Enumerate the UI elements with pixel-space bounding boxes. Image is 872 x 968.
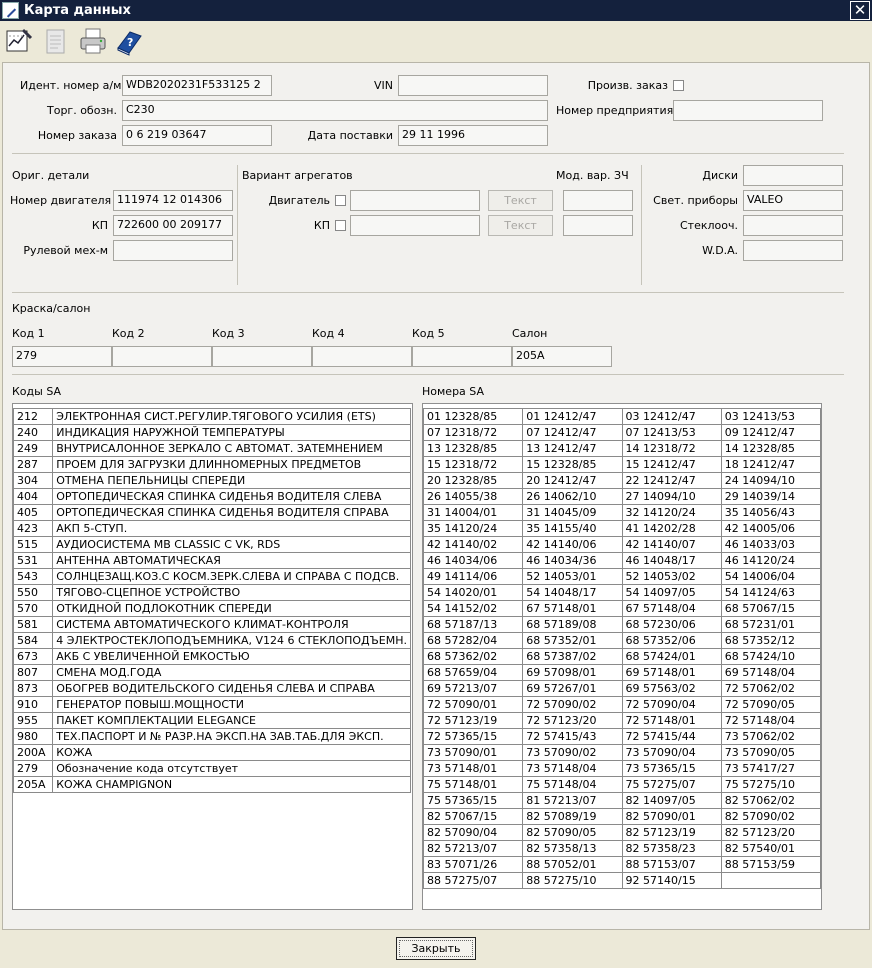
document-icon[interactable] xyxy=(40,26,70,56)
sa-description-cell: АУДИОСИСТЕМА MB CLASSIC C VK, RDS xyxy=(53,537,411,553)
table-row[interactable] xyxy=(14,633,411,649)
production-order-checkbox[interactable] xyxy=(673,80,684,91)
sa-description-cell: ОТМЕНА ПЕПЕЛЬНИЦЫ СПЕРЕДИ xyxy=(53,473,411,489)
table-row[interactable] xyxy=(424,489,821,505)
sa-code-cell: 405 xyxy=(14,505,53,521)
sa-number-cell: 68 57659/04 xyxy=(424,665,523,681)
sa-number-cell: 72 57123/19 xyxy=(424,713,523,729)
sa-number-cell: 88 57275/10 xyxy=(523,873,622,889)
kp-mod-field[interactable] xyxy=(563,215,633,236)
order-number-label: Номер заказа xyxy=(37,129,117,142)
code3-label: Код 3 xyxy=(212,327,245,340)
table-row[interactable] xyxy=(14,665,411,681)
sa-number-cell: 35 14056/43 xyxy=(721,505,820,521)
sa-number-cell: 32 14120/24 xyxy=(622,505,721,521)
sa-number-cell: 54 14124/63 xyxy=(721,585,820,601)
sa-code-cell: 212 xyxy=(14,409,53,425)
table-row[interactable] xyxy=(424,841,821,857)
sa-description-cell: ПРОЕМ ДЛЯ ЗАГРУЗКИ ДЛИННОМЕРНЫХ ПРЕДМЕТОВ xyxy=(53,457,411,473)
sa-code-cell: 955 xyxy=(14,713,53,729)
sa-number-cell: 42 14005/06 xyxy=(721,521,820,537)
table-row[interactable] xyxy=(14,761,411,777)
sa-number-cell: 72 57062/02 xyxy=(721,681,820,697)
sa-number-cell: 68 57352/12 xyxy=(721,633,820,649)
sa-code-cell: 807 xyxy=(14,665,53,681)
close-button[interactable]: Закрыть xyxy=(396,937,476,960)
sa-number-cell: 15 12412/47 xyxy=(622,457,721,473)
sa-number-cell: 72 57123/20 xyxy=(523,713,622,729)
sa-number-cell: 72 57090/01 xyxy=(424,697,523,713)
code3-field[interactable] xyxy=(212,346,312,367)
mod-variant-title: Мод. вар. ЗЧ xyxy=(556,169,629,182)
paint-title: Краска/салон xyxy=(12,302,91,315)
app-icon xyxy=(2,2,19,19)
sa-number-cell: 92 57140/15 xyxy=(622,873,721,889)
sa-description-cell: КОЖА CHAMPIGNON xyxy=(53,777,411,793)
sa-number-cell: 81 57213/07 xyxy=(523,793,622,809)
sa-number-cell: 54 14097/05 xyxy=(622,585,721,601)
sa-code-cell: 304 xyxy=(14,473,53,489)
sa-numbers-title: Номера SA xyxy=(422,385,484,398)
sa-code-cell: 980 xyxy=(14,729,53,745)
sa-number-cell: 88 57153/07 xyxy=(622,857,721,873)
sa-description-cell: ОТКИДНОЙ ПОДЛОКОТНИК СПЕРЕДИ xyxy=(53,601,411,617)
sa-description-cell: ИНДИКАЦИЯ НАРУЖНОЙ ТЕМПЕРАТУРЫ xyxy=(53,425,411,441)
sa-number-cell: 27 14094/10 xyxy=(622,489,721,505)
sa-number-cell: 69 57213/07 xyxy=(424,681,523,697)
sa-description-cell: ОРТОПЕДИЧЕСКАЯ СПИНКА СИДЕНЬЯ ВОДИТЕЛЯ СПРАВА xyxy=(53,505,411,521)
sa-codes-list[interactable] xyxy=(12,403,413,910)
sa-number-cell: 35 14120/24 xyxy=(424,521,523,537)
sa-number-cell: 83 57071/26 xyxy=(424,857,523,873)
table-row[interactable] xyxy=(14,489,411,505)
sa-code-cell: 570 xyxy=(14,601,53,617)
enterprise-label: Номер предприятия xyxy=(556,104,674,117)
sa-number-cell: 68 57231/01 xyxy=(721,617,820,633)
kp-text-button[interactable]: Текст xyxy=(488,215,553,236)
table-row[interactable] xyxy=(424,409,821,425)
table-row[interactable] xyxy=(424,825,821,841)
sa-number-cell: 72 57090/04 xyxy=(622,697,721,713)
toolbar xyxy=(0,22,872,60)
sa-number-cell: 72 57415/43 xyxy=(523,729,622,745)
sa-number-cell: 14 12328/85 xyxy=(721,441,820,457)
separator xyxy=(12,292,844,293)
table-row[interactable] xyxy=(14,585,411,601)
sa-number-cell: 82 57090/02 xyxy=(721,809,820,825)
vin-field[interactable] xyxy=(398,75,548,96)
engine-number-label: Номер двигателя xyxy=(10,194,112,207)
sa-codes-table xyxy=(13,408,411,793)
sa-code-cell: 287 xyxy=(14,457,53,473)
table-row[interactable] xyxy=(14,745,411,761)
table-row[interactable] xyxy=(14,681,411,697)
sa-number-cell: 68 57352/01 xyxy=(523,633,622,649)
ident-field[interactable]: WDB2020231F533125 2 xyxy=(122,75,272,96)
sa-number-cell: 68 57067/15 xyxy=(721,601,820,617)
sa-code-cell: 240 xyxy=(14,425,53,441)
sa-number-cell: 82 57089/19 xyxy=(523,809,622,825)
sa-number-cell: 82 57540/01 xyxy=(721,841,820,857)
sa-number-cell: 67 57148/04 xyxy=(622,601,721,617)
order-number-field[interactable]: 0 6 219 03647 xyxy=(122,125,272,146)
sa-number-cell: 82 57123/20 xyxy=(721,825,820,841)
table-row[interactable] xyxy=(424,617,821,633)
variant-engine-field[interactable] xyxy=(350,190,480,211)
sa-number-cell: 75 57365/15 xyxy=(424,793,523,809)
table-row[interactable] xyxy=(14,777,411,793)
table-row[interactable] xyxy=(14,697,411,713)
sa-number-cell: 82 57062/02 xyxy=(721,793,820,809)
sa-number-cell: 82 57358/13 xyxy=(523,841,622,857)
variant-kp-checkbox[interactable] xyxy=(335,220,346,231)
sa-code-cell: 279 xyxy=(14,761,53,777)
vin-label: VIN xyxy=(374,79,393,92)
title-bar xyxy=(0,0,872,21)
table-row[interactable] xyxy=(424,521,821,537)
table-row[interactable] xyxy=(424,857,821,873)
sa-number-cell: 54 14152/02 xyxy=(424,601,523,617)
table-row[interactable] xyxy=(424,745,821,761)
kp-label: КП xyxy=(91,219,108,232)
variant-kp-field[interactable] xyxy=(350,215,480,236)
sa-number-cell: 46 14034/36 xyxy=(523,553,622,569)
sa-number-cell: 52 14053/02 xyxy=(622,569,721,585)
wiper-field[interactable] xyxy=(743,215,843,236)
sa-number-cell: 72 57148/04 xyxy=(721,713,820,729)
sa-number-cell: 68 57282/04 xyxy=(424,633,523,649)
wiper-label: Стеклооч. xyxy=(680,219,738,232)
table-row[interactable] xyxy=(424,665,821,681)
sa-description-cell: ГЕНЕРАТОР ПОВЫШ.МОЩНОСТИ xyxy=(53,697,411,713)
disks-field[interactable] xyxy=(743,165,843,186)
sa-description-cell: ЭЛЕКТРОННАЯ СИСТ.РЕГУЛИР.ТЯГОВОГО УСИЛИЯ (ETS) xyxy=(53,409,411,425)
sa-number-cell: 67 57148/01 xyxy=(523,601,622,617)
trade-field[interactable]: C230 xyxy=(122,100,548,121)
sa-number-cell: 31 14004/01 xyxy=(424,505,523,521)
sa-number-cell: 69 57267/01 xyxy=(523,681,622,697)
sa-number-cell: 75 57148/01 xyxy=(424,777,523,793)
sa-code-cell: 550 xyxy=(14,585,53,601)
sa-number-cell: 35 14155/40 xyxy=(523,521,622,537)
sa-number-cell: 13 12412/47 xyxy=(523,441,622,457)
sa-number-cell: 82 57123/19 xyxy=(622,825,721,841)
sa-numbers-list[interactable] xyxy=(422,403,822,910)
sa-number-cell: 68 57424/01 xyxy=(622,649,721,665)
separator xyxy=(237,165,238,285)
unit-variant-title: Вариант агрегатов xyxy=(242,169,353,182)
sa-number-cell: 82 57213/07 xyxy=(424,841,523,857)
sa-description-cell: СМЕНА МОД.ГОДА xyxy=(53,665,411,681)
sa-number-cell: 69 57148/04 xyxy=(721,665,820,681)
sa-code-cell: 584 xyxy=(14,633,53,649)
table-row[interactable] xyxy=(424,569,821,585)
chart-edit-icon[interactable] xyxy=(4,26,34,56)
code1-field[interactable]: 279 xyxy=(12,346,112,367)
sa-description-cell: СОЛНЦЕЗАЩ.КОЗ.С КОСМ.ЗЕРК.СЛЕВА И СПРАВА С ПОДСВ. xyxy=(53,569,411,585)
code4-label: Код 4 xyxy=(312,327,345,340)
ident-label: Идент. номер а/м xyxy=(20,79,122,92)
sa-code-cell: 515 xyxy=(14,537,53,553)
sa-number-cell: 68 57362/02 xyxy=(424,649,523,665)
table-row[interactable] xyxy=(14,521,411,537)
table-row[interactable] xyxy=(14,569,411,585)
sa-number-cell: 73 57417/27 xyxy=(721,761,820,777)
sa-number-cell: 07 12412/47 xyxy=(523,425,622,441)
table-row[interactable] xyxy=(14,537,411,553)
sa-number-cell: 75 57275/10 xyxy=(721,777,820,793)
sa-number-cell: 46 14033/03 xyxy=(721,537,820,553)
table-row[interactable] xyxy=(424,649,821,665)
variant-engine-checkbox[interactable] xyxy=(335,195,346,206)
delivery-date-field[interactable]: 29 11 1996 xyxy=(398,125,548,146)
engine-mod-field[interactable] xyxy=(563,190,633,211)
sa-number-cell: 09 12412/47 xyxy=(721,425,820,441)
table-row[interactable] xyxy=(424,505,821,521)
sa-number-cell: 82 57090/01 xyxy=(622,809,721,825)
table-row[interactable] xyxy=(424,761,821,777)
sa-number-cell: 49 14114/06 xyxy=(424,569,523,585)
sa-number-cell: 73 57090/02 xyxy=(523,745,622,761)
table-row[interactable] xyxy=(14,649,411,665)
sa-number-cell: 46 14048/17 xyxy=(622,553,721,569)
sa-number-cell xyxy=(721,873,820,889)
svg-text:?: ? xyxy=(127,36,134,49)
kp-field[interactable]: 722600 00 209177 xyxy=(113,215,233,236)
sa-number-cell: 73 57090/01 xyxy=(424,745,523,761)
sa-number-cell: 68 57424/10 xyxy=(721,649,820,665)
sa-description-cell: ОРТОПЕДИЧЕСКАЯ СПИНКА СИДЕНЬЯ ВОДИТЕЛЯ СЛЕВА xyxy=(53,489,411,505)
sa-number-cell: 68 57387/02 xyxy=(523,649,622,665)
sa-number-cell: 73 57365/15 xyxy=(622,761,721,777)
sa-code-cell: 205A xyxy=(14,777,53,793)
code1-label: Код 1 xyxy=(12,327,45,340)
printer-icon[interactable] xyxy=(78,26,108,56)
steering-field[interactable] xyxy=(113,240,233,261)
sa-number-cell: 03 12412/47 xyxy=(622,409,721,425)
trade-label: Торг. обозн. xyxy=(47,104,117,117)
sa-number-cell: 72 57090/02 xyxy=(523,697,622,713)
sa-number-cell: 52 14053/01 xyxy=(523,569,622,585)
orig-parts-title: Ориг. детали xyxy=(12,169,90,182)
table-row[interactable] xyxy=(424,457,821,473)
sa-description-cell: 4 ЭЛЕКТРОСТЕКЛОПОДЪЕМНИКА, V124 6 СТЕКЛОПОДЪЕМН. xyxy=(53,633,411,649)
sa-number-cell: 68 57187/13 xyxy=(424,617,523,633)
sa-number-cell: 29 14039/14 xyxy=(721,489,820,505)
sa-code-cell: 581 xyxy=(14,617,53,633)
sa-description-cell: АКП 5-СТУП. xyxy=(53,521,411,537)
sa-number-cell: 82 57358/23 xyxy=(622,841,721,857)
sa-number-cell: 88 57275/07 xyxy=(424,873,523,889)
sa-number-cell: 73 57090/05 xyxy=(721,745,820,761)
sa-number-cell: 03 12413/53 xyxy=(721,409,820,425)
table-row[interactable] xyxy=(424,425,821,441)
sa-number-cell: 01 12328/85 xyxy=(424,409,523,425)
sa-number-cell: 73 57148/01 xyxy=(424,761,523,777)
sa-number-cell: 54 14048/17 xyxy=(523,585,622,601)
table-row[interactable] xyxy=(14,729,411,745)
sa-number-cell: 18 12412/47 xyxy=(721,457,820,473)
sa-number-cell: 68 57230/06 xyxy=(622,617,721,633)
table-row[interactable] xyxy=(424,873,821,889)
sa-description-cell: ВНУТРИСАЛОННОЕ ЗЕРКАЛО С АВТОМАТ. ЗАТЕМНЕНИЕМ xyxy=(53,441,411,457)
lights-field[interactable]: VALEO xyxy=(743,190,843,211)
engine-number-field[interactable]: 111974 12 014306 xyxy=(113,190,233,211)
sa-number-cell: 14 12318/72 xyxy=(622,441,721,457)
sa-number-cell: 41 14202/28 xyxy=(622,521,721,537)
table-row[interactable] xyxy=(14,473,411,489)
sa-number-cell: 20 12328/85 xyxy=(424,473,523,489)
sa-number-cell: 72 57415/44 xyxy=(622,729,721,745)
table-row[interactable] xyxy=(424,553,821,569)
sa-number-cell: 88 57153/59 xyxy=(721,857,820,873)
wda-field[interactable] xyxy=(743,240,843,261)
sa-number-cell: 54 14006/04 xyxy=(721,569,820,585)
sa-code-cell: 910 xyxy=(14,697,53,713)
sa-number-cell: 15 12328/85 xyxy=(523,457,622,473)
code2-label: Код 2 xyxy=(112,327,145,340)
table-row[interactable] xyxy=(14,617,411,633)
sa-number-cell: 22 12412/47 xyxy=(622,473,721,489)
sa-number-cell: 73 57062/02 xyxy=(721,729,820,745)
sa-description-cell: ОБОГРЕВ ВОДИТЕЛЬСКОГО СИДЕНЬЯ СЛЕВА И СПРАВА xyxy=(53,681,411,697)
table-row[interactable] xyxy=(424,681,821,697)
sa-description-cell: АНТЕННА АВТОМАТИЧЕСКАЯ xyxy=(53,553,411,569)
table-row[interactable] xyxy=(424,697,821,713)
sa-code-cell: 873 xyxy=(14,681,53,697)
sa-number-cell: 46 14034/06 xyxy=(424,553,523,569)
table-row[interactable] xyxy=(424,793,821,809)
delivery-date-label: Дата поставки xyxy=(307,129,393,142)
table-row[interactable] xyxy=(424,777,821,793)
table-row[interactable] xyxy=(14,553,411,569)
sa-number-cell: 72 57090/05 xyxy=(721,697,820,713)
table-row[interactable] xyxy=(424,441,821,457)
sa-description-cell: ТЯГОВО-СЦЕПНОЕ УСТРОЙСТВО xyxy=(53,585,411,601)
sa-number-cell: 07 12413/53 xyxy=(622,425,721,441)
sa-description-cell: СИСТЕМА АВТОМАТИЧЕСКОГО КЛИМАТ-КОНТРОЛЯ xyxy=(53,617,411,633)
sa-code-cell: 531 xyxy=(14,553,53,569)
table-row[interactable] xyxy=(14,505,411,521)
code2-field[interactable] xyxy=(112,346,212,367)
sa-number-cell: 68 57189/08 xyxy=(523,617,622,633)
sa-number-cell: 42 14140/07 xyxy=(622,537,721,553)
window-close-button[interactable]: ✕ xyxy=(850,1,870,20)
sa-number-cell: 13 12328/85 xyxy=(424,441,523,457)
sa-number-cell: 42 14140/02 xyxy=(424,537,523,553)
code5-field[interactable] xyxy=(412,346,512,367)
enterprise-field[interactable] xyxy=(673,100,823,121)
disks-label: Диски xyxy=(702,169,738,182)
sa-number-cell: 88 57052/01 xyxy=(523,857,622,873)
sa-number-cell: 46 14120/24 xyxy=(721,553,820,569)
salon-label: Салон xyxy=(512,327,548,340)
table-row[interactable] xyxy=(424,537,821,553)
variant-kp-label: КП xyxy=(313,219,330,232)
salon-field[interactable]: 205A xyxy=(512,346,612,367)
table-row[interactable] xyxy=(14,409,411,425)
sa-number-cell: 82 57090/05 xyxy=(523,825,622,841)
sa-number-cell: 69 57148/01 xyxy=(622,665,721,681)
steering-label: Рулевой мех-м xyxy=(23,244,108,257)
sa-description-cell: ПАКЕТ КОМПЛЕКТАЦИИ ELEGANCE xyxy=(53,713,411,729)
sa-number-cell: 73 57148/04 xyxy=(523,761,622,777)
sa-number-cell: 26 14055/38 xyxy=(424,489,523,505)
sa-number-cell: 75 57275/07 xyxy=(622,777,721,793)
code4-field[interactable] xyxy=(312,346,412,367)
sa-number-cell: 31 14045/09 xyxy=(523,505,622,521)
table-row[interactable] xyxy=(424,601,821,617)
sa-number-cell: 54 14020/01 xyxy=(424,585,523,601)
variant-engine-label: Двигатель xyxy=(268,194,330,207)
sa-description-cell: АКБ С УВЕЛИЧЕННОЙ ЕМКОСТЬЮ xyxy=(53,649,411,665)
sa-number-cell: 26 14062/10 xyxy=(523,489,622,505)
table-row[interactable] xyxy=(14,441,411,457)
table-row[interactable] xyxy=(424,585,821,601)
sa-number-cell: 72 57148/01 xyxy=(622,713,721,729)
sa-number-cell: 24 14094/10 xyxy=(721,473,820,489)
table-row[interactable] xyxy=(424,633,821,649)
sa-number-cell: 69 57098/01 xyxy=(523,665,622,681)
sa-code-cell: 249 xyxy=(14,441,53,457)
sa-number-cell: 82 14097/05 xyxy=(622,793,721,809)
table-row[interactable] xyxy=(14,425,411,441)
sa-description-cell: КОЖА xyxy=(53,745,411,761)
separator xyxy=(641,165,642,285)
sa-number-cell: 75 57148/04 xyxy=(523,777,622,793)
code5-label: Код 5 xyxy=(412,327,445,340)
sa-number-cell: 20 12412/47 xyxy=(523,473,622,489)
table-row[interactable] xyxy=(424,713,821,729)
sa-numbers-table xyxy=(423,408,821,889)
separator xyxy=(12,374,844,375)
help-book-icon[interactable] xyxy=(114,26,144,56)
sa-number-cell: 15 12318/72 xyxy=(424,457,523,473)
sa-number-cell: 73 57090/04 xyxy=(622,745,721,761)
table-row[interactable] xyxy=(14,713,411,729)
lights-label: Свет. приборы xyxy=(653,194,738,207)
sa-code-cell: 543 xyxy=(14,569,53,585)
engine-text-button[interactable]: Текст xyxy=(488,190,553,211)
table-row[interactable] xyxy=(14,457,411,473)
sa-number-cell: 82 57090/04 xyxy=(424,825,523,841)
sa-code-cell: 404 xyxy=(14,489,53,505)
sa-codes-title: Коды SA xyxy=(12,385,62,398)
sa-number-cell: 68 57352/06 xyxy=(622,633,721,649)
table-row[interactable] xyxy=(424,729,821,745)
sa-number-cell: 07 12318/72 xyxy=(424,425,523,441)
table-row[interactable] xyxy=(14,601,411,617)
sa-description-cell: Обозначение кода отсутствует xyxy=(53,761,411,777)
window-title: Карта данных xyxy=(24,3,131,18)
sa-number-cell: 69 57563/02 xyxy=(622,681,721,697)
sa-number-cell: 01 12412/47 xyxy=(523,409,622,425)
sa-description-cell: ТЕХ.ПАСПОРТ И № РАЗР.НА ЭКСП.НА ЗАВ.ТАБ.ДЛЯ ЭКСП. xyxy=(53,729,411,745)
sa-number-cell: 82 57067/15 xyxy=(424,809,523,825)
table-row[interactable] xyxy=(424,473,821,489)
sa-code-cell: 200A xyxy=(14,745,53,761)
table-row[interactable] xyxy=(424,809,821,825)
production-order-label: Произв. заказ xyxy=(587,79,668,92)
sa-number-cell: 72 57365/15 xyxy=(424,729,523,745)
separator xyxy=(12,153,844,154)
sa-code-cell: 673 xyxy=(14,649,53,665)
wda-label: W.D.A. xyxy=(702,244,738,257)
sa-code-cell: 423 xyxy=(14,521,53,537)
sa-number-cell: 42 14140/06 xyxy=(523,537,622,553)
